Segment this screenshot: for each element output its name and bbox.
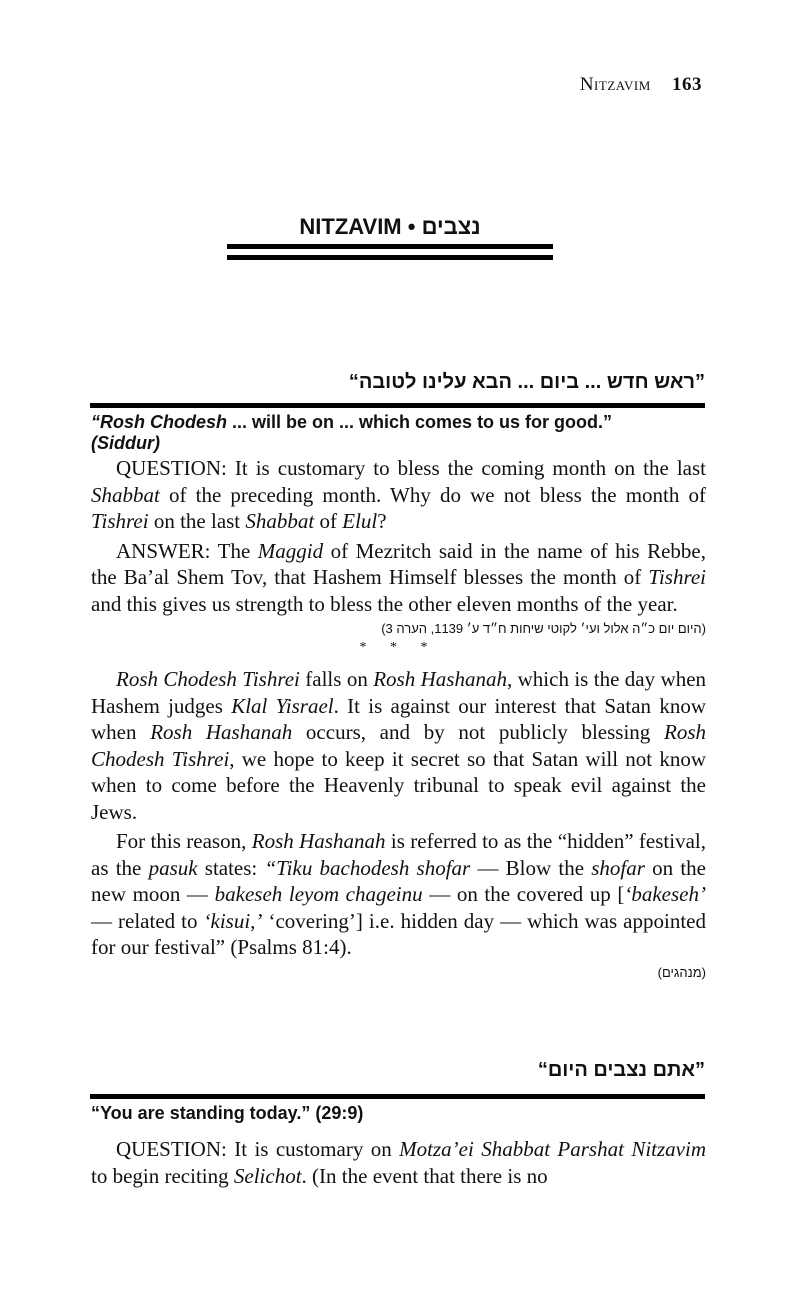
term: Selichot: [233, 1163, 302, 1188]
term: Rosh Chodesh Tishrei: [116, 667, 300, 691]
text: states:: [197, 855, 265, 880]
text: , we hope to keep it secret so that Satan will not know when to come before the Heavenly tribunal to speak evil against the Jews.: [91, 746, 707, 824]
text: is referred to as the “hidden” festival, as the: [91, 829, 706, 880]
term: Tishrei: [648, 565, 706, 589]
section-2-body: [91, 1136, 706, 1192]
section-1-body: [91, 455, 706, 982]
text: of Mezritch said in the name of his Rebbe, the Ba’al Shem Tov, that Hashem Himself blesses the month of: [91, 538, 706, 589]
term: “Tiku bachodesh shofar: [264, 855, 471, 880]
running-head: [580, 74, 702, 96]
section-2-rule: [90, 1094, 705, 1099]
term: Motza’ei Shabbat Parshat Nitzavim: [399, 1137, 706, 1161]
section-1-rule: [90, 403, 705, 408]
section-2-english-heading: “You are standing today.” (29:9): [91, 1103, 364, 1123]
term: shofar: [591, 855, 645, 880]
term: Elul: [342, 509, 378, 533]
term: Rosh Hashanah: [373, 667, 507, 691]
text: of: [314, 509, 343, 533]
chapter-title-separator: •: [407, 214, 416, 239]
question-paragraph: [91, 1136, 706, 1189]
text: It is customary on: [226, 1137, 400, 1161]
answer-source: (היום יום כ״ה אלול ועי׳ לקוטי שיחות ח״ד ע׳ 1139, הערה 3): [381, 621, 706, 636]
text: . It is against our interest that Satan know when: [91, 693, 706, 744]
answer-paragraph: [91, 538, 706, 618]
heading-source: (Siddur): [91, 433, 160, 453]
term: Rosh Hashanah: [150, 720, 293, 744]
chapter-rule-top: [227, 244, 553, 249]
text: — on the covered up [: [422, 882, 625, 906]
chapter-title: [227, 214, 553, 240]
text: It is customary to bless the coming month on the last: [226, 456, 706, 480]
term: Shabbat: [91, 482, 160, 507]
text: ‘covering’] i.e. hidden day — which was appointed for our festival” (Psalms 81:4).: [91, 908, 706, 959]
section-1-hebrew-heading: ”ראש חדש ... ביום ... הבא עלינו לטובה“: [348, 371, 705, 393]
term: ‘bakeseh’: [624, 882, 706, 906]
text: falls on: [299, 667, 374, 691]
term: pasuk: [148, 855, 198, 880]
text: and this gives us strength to bless the other eleven months of the year.: [91, 591, 678, 616]
text: For this reason,: [116, 829, 252, 853]
answer-label: ANSWER:: [116, 538, 211, 563]
term: Shabbat: [245, 509, 315, 533]
term: Rosh Hashanah: [251, 829, 386, 853]
text: . (In the event that there is no: [301, 1163, 548, 1188]
section-2-hebrew-heading: ”אתם נצבים היום“: [537, 1059, 705, 1081]
term: Maggid: [257, 538, 324, 563]
text: The: [210, 538, 258, 563]
heading-rest: ... will be on ... which comes to us for good.”: [227, 412, 613, 432]
text: , which is the day when Hashem judges: [91, 667, 707, 718]
chapter-rule-bottom: [227, 255, 553, 260]
paragraph-2: [91, 666, 706, 825]
text: occurs, and by not publicly blessing: [292, 720, 664, 744]
text: ?: [377, 509, 387, 533]
section-1-english-heading: [91, 412, 706, 454]
term: bakeseh leyom chageinu: [214, 882, 423, 906]
term: Klal Yisrael: [231, 693, 334, 718]
text: to begin reciting: [91, 1163, 234, 1188]
chapter-title-en: NITZAVIM: [299, 214, 402, 239]
paragraph-3-source: (מנהגים): [657, 964, 706, 980]
question-label: QUESTION:: [116, 1137, 227, 1161]
question-paragraph: [91, 455, 706, 535]
text: of the preceding month. Why do we not bless the month of: [159, 482, 706, 507]
text: — Blow the: [470, 855, 592, 880]
text: on the new moon —: [91, 855, 706, 906]
running-head-title: Nitzavim: [579, 74, 651, 95]
term: Tishrei: [91, 509, 149, 533]
page-number: 163: [672, 74, 702, 95]
heading-italic: “Rosh Chodesh: [91, 412, 228, 432]
term: ‘kisui,’: [203, 908, 263, 933]
chapter-title-he: נצבים: [421, 214, 481, 239]
term: Rosh Chodesh Tishrei: [91, 720, 706, 771]
question-label: QUESTION:: [116, 456, 227, 480]
paragraph-3: [91, 828, 706, 961]
text: — related to: [91, 908, 204, 933]
text: on the last: [148, 509, 246, 533]
section-divider: * * *: [359, 640, 438, 655]
